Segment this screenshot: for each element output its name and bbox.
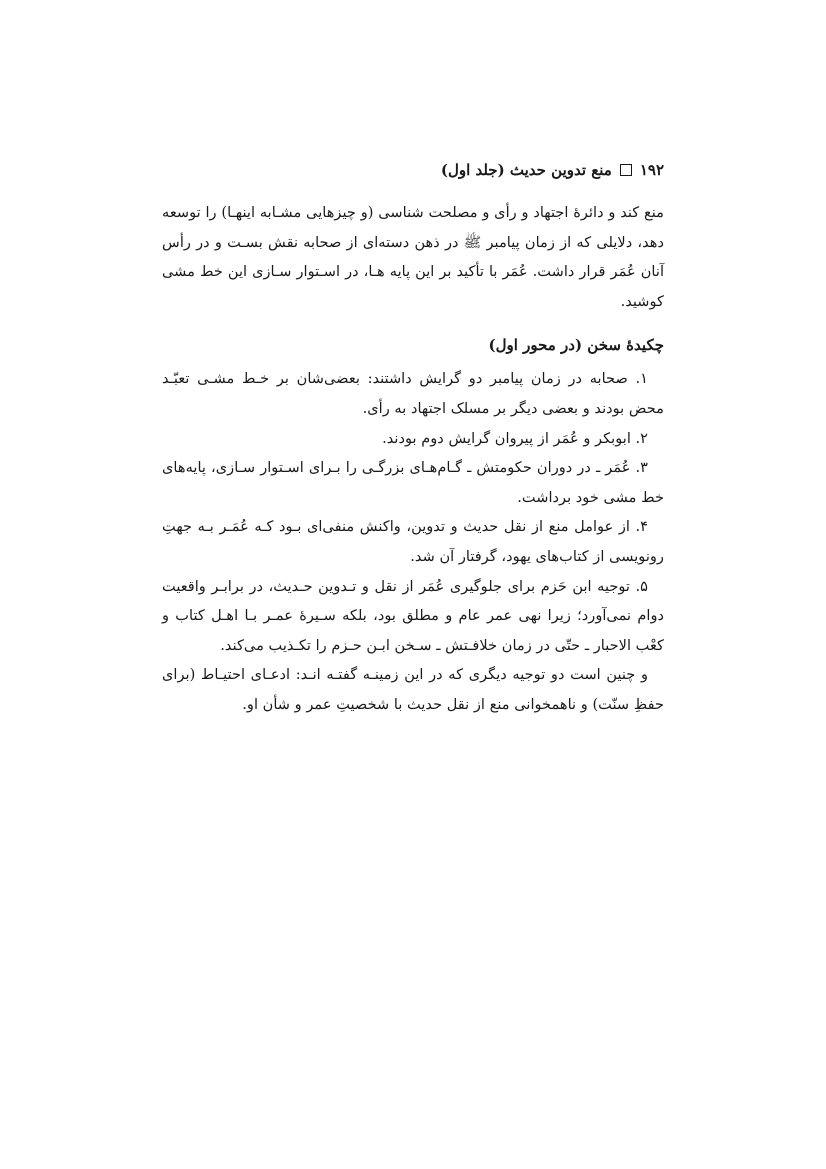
intro-paragraph: منع کند و دائرۀ اجتهاد و رأی و مصلحت شناسی (و چیزهایی مشـابه اینهـا) را توسعه دهد، دلایلی که از زمان پیامبر ﷺ در ذهن دسته‌ای از صحابه نقش بسـت و در رأس آنان عُمَر قرار داشت. عُمَر با تأکید بر این پایه هـا، در اسـتوار سـازی این خط مشی کوشید.: [162, 204, 664, 310]
summary-item-3: ۳. عُمَر ـ در دوران حکومتش ـ گـام‌هـای بزرگـی را بـرای اسـتوار سـازی، پایه‌های خط مشی خود برداشت.: [162, 459, 664, 506]
running-title: منع تدوین حدیث (جلد اول): [440, 161, 612, 179]
summary-item-5: ۵. توجیه ابن حَزم برای جلوگیری عُمَر از نقل و تـدوین حـدیث، در برابـر واقعیت دوام نمی‌آورد؛ زیرا نهی عمر عام و مطلق بود، بلکه سـیرۀ عمـر بـا اهـل کتاب و کعْب الاحبار ـ حتّی در زمان خلافـتش ـ سـخن ابـن حـزم را تکـذیب می‌کند.: [162, 577, 664, 654]
square-icon: [620, 164, 632, 176]
summary-item-4: ۴. از عوامل منع از نقل حدیث و تدوین، واکنش منفی‌ای بـود کـه عُمَـر بـه جهتِ رونویسی از کتاب‌های یهود، گرفتار آن شد.: [162, 518, 664, 565]
section-title: چکیدۀ سخن (در محور اول): [488, 336, 664, 355]
summary-item-1: ۱. صحابه در زمان پیامبر دو گرایش داشتند: بعضی‌شان بر خـط مشـی تعبّـد محض بودند و بعضی دیگر بر مسلک اجتهاد به رأی.: [162, 370, 664, 417]
page-number: ۱۹۲: [639, 161, 664, 179]
summary-item-6: و چنین است دو توجیه دیگری که در این زمینـه گفتـه انـد: ادعـای احتیـاط (برای حفظِ سنّت) و ناهمخوانی منع از نقل حدیث با شخصیتِ عمر و شأن او.: [162, 666, 664, 713]
summary-item-2: ۲. ابوبکر و عُمَر از پیروان گرایش دوم بودند.: [382, 429, 648, 447]
running-header: [162, 150, 664, 190]
document-page: [162, 150, 664, 720]
